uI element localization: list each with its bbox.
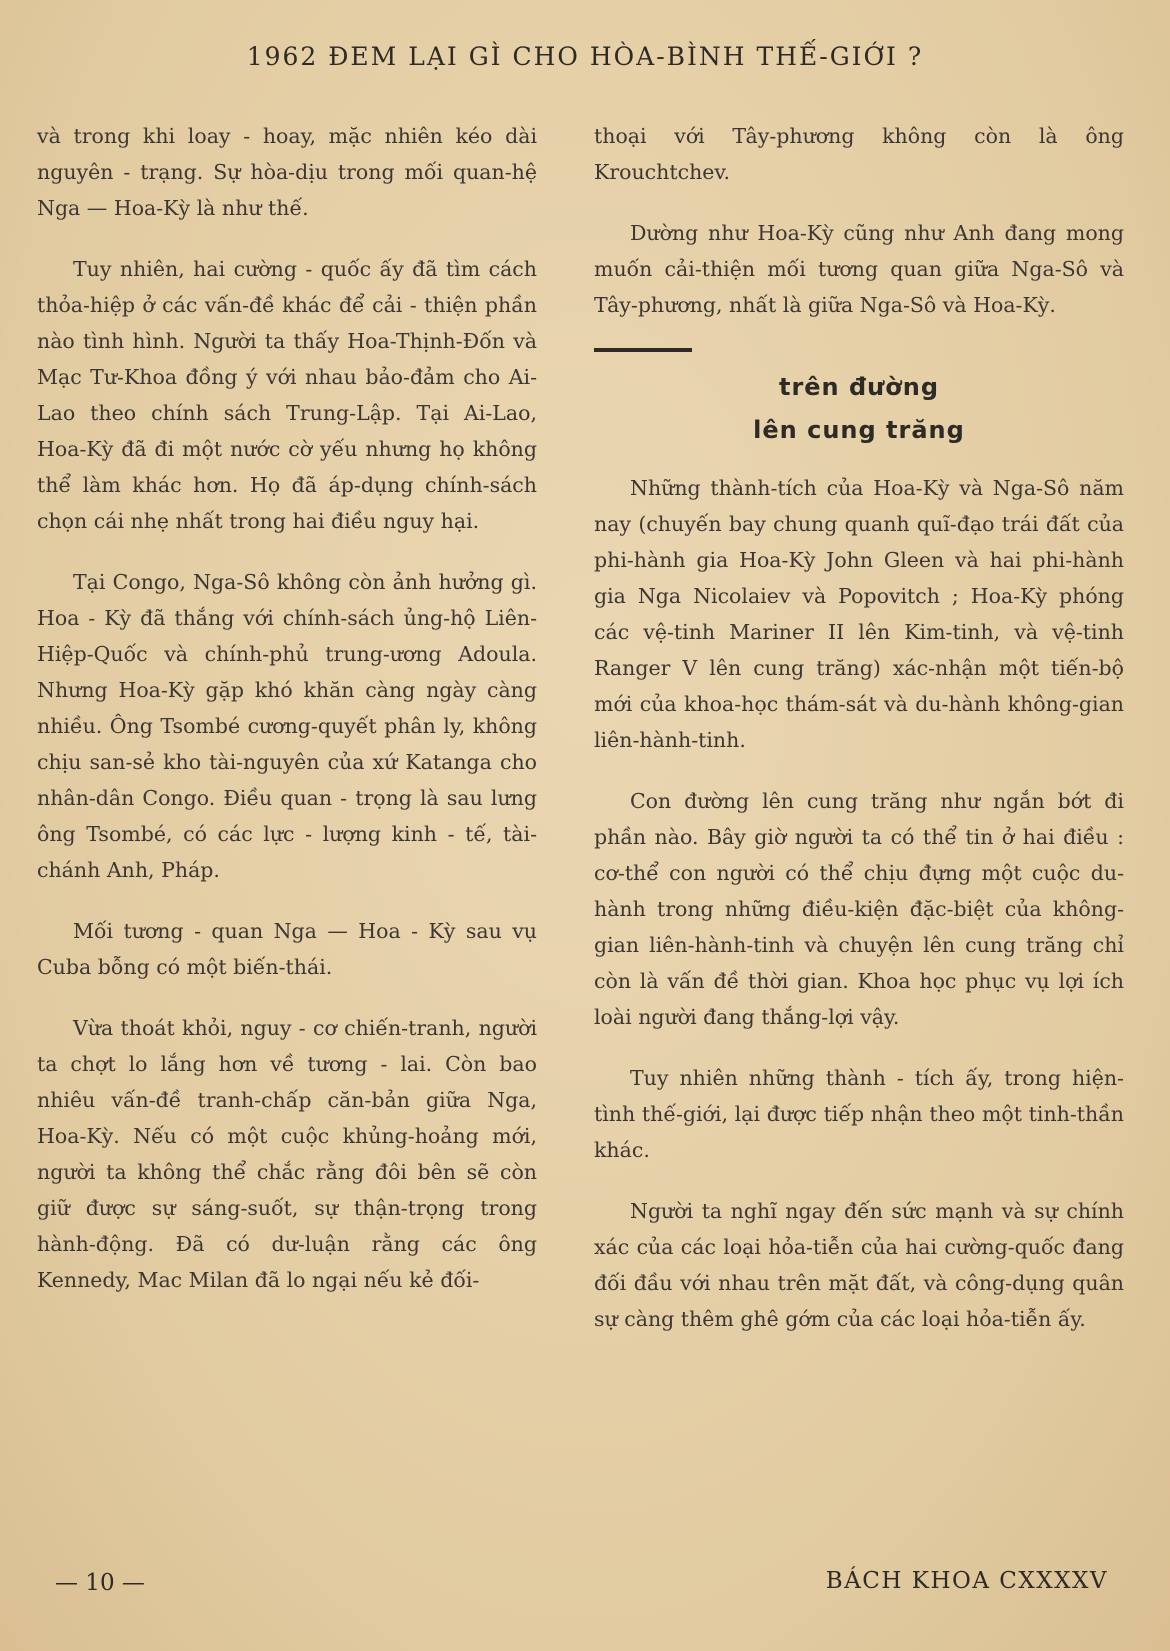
section-heading-line: lên cung trăng xyxy=(753,416,965,444)
paragraph: Những thành-tích của Hoa-Kỳ và Nga-Sô năm nay (chuyến bay chung quanh quĩ-đạo trái đất của phi-hành gia Hoa-Kỳ John Gleen và hai phi-hành gia Nga Nicolaiev và Popovitch ; Hoa-Kỳ phóng các vệ-tinh Mariner II lên Kim-tinh, và vệ-tinh Ranger V lên cung trăng) xác-nhận một tiến-bộ mới của khoa-học thám-sát và du-hành không-gian liên-hành-tinh. xyxy=(594,476,1124,752)
right-column xyxy=(594,118,1124,1362)
section-divider xyxy=(594,348,692,352)
page-number: — 10 — xyxy=(55,1570,145,1596)
magazine-issue: BÁCH KHOA CXXXXV xyxy=(825,1568,1108,1594)
section-heading xyxy=(594,366,1124,452)
paragraph: Dường như Hoa-Kỳ cũng như Anh đang mong muốn cải-thiện mối tương quan giữa Nga-Sô và Tây-phương, nhất là giữa Nga-Sô và Hoa-Kỳ. xyxy=(594,221,1124,317)
section-heading-line: trên đường xyxy=(778,373,940,401)
page-header: 1962 ĐEM LẠI GÌ CHO HÒA-BÌNH THẾ-GIỚI ? xyxy=(246,42,924,71)
paragraph: thoại với Tây-phương không còn là ông Krouchtchev. xyxy=(594,124,1124,184)
paragraph: Tuy nhiên, hai cường - quốc ấy đã tìm cách thỏa-hiệp ở các vấn-đề khác để cải - thiện phần nào tình hình. Người ta thấy Hoa-Thịnh-Đốn và Mạc Tư-Khoa đồng ý với nhau bảo-đảm cho Ai-Lao theo chính sách Trung-Lập. Tại Ai-Lao, Hoa-Kỳ đã đi một nước cờ yếu nhưng họ không thể làm khác hơn. Họ đã áp-dụng chính-sách chọn cái nhẹ nhất trong hai điều nguy hại. xyxy=(37,257,537,533)
paragraph: Vừa thoát khỏi, nguy - cơ chiến-tranh, người ta chợt lo lắng hơn về tương - lai. Còn bao nhiêu vấn-đề tranh-chấp căn-bản giữa Nga, Hoa-Kỳ. Nếu có một cuộc khủng-hoảng mới, người ta không thể chắc rằng đôi bên sẽ còn giữ được sự sáng-suốt, sự thận-trọng trong hành-động. Đã có dư-luận rằng các ông Kennedy, Mac Milan đã lo ngại nếu kẻ đối- xyxy=(37,1016,537,1292)
paragraph: Người ta nghĩ ngay đến sức mạnh và sự chính xác của các loại hỏa-tiễn của hai cường-quốc đang đối đầu với nhau trên mặt đất, và công-dụng quân sự càng thêm ghê gớm của các loại hỏa-tiễn ấy. xyxy=(594,1199,1124,1331)
paragraph: Tại Congo, Nga-Sô không còn ảnh hưởng gì. Hoa - Kỳ đã thắng với chính-sách ủng-hộ Liên-Hiệp-Quốc và chính-phủ trung-ương Adoula. Nhưng Hoa-Kỳ gặp khó khăn càng ngày càng nhiều. Ông Tsombé cương-quyết phân ly, không chịu san-sẻ kho tài-nguyên của xứ Katanga cho nhân-dân Congo. Điều quan - trọng là sau lưng ông Tsombé, có các lực - lượng kinh - tế, tài-chánh Anh, Pháp. xyxy=(37,570,537,882)
paragraph: Mối tương - quan Nga — Hoa - Kỳ sau vụ Cuba bỗng có một biến-thái. xyxy=(37,919,537,979)
paragraph: và trong khi loay - hoay, mặc nhiên kéo dài nguyên - trạng. Sự hòa-dịu trong mối quan-hệ Nga — Hoa-Kỳ là như thế. xyxy=(37,124,537,220)
paragraph: Con đường lên cung trăng như ngắn bớt đi phần nào. Bây giờ người ta có thể tin ở hai điều : cơ-thể con người có thể chịu đựng một cuộc du-hành trong những điều-kiện đặc-biệt của không-gian liên-hành-tinh và chuyện lên cung trăng chỉ còn là vấn đề thời gian. Khoa học phục vụ lợi ích loài người đang thắng-lợi vậy. xyxy=(594,789,1124,1029)
paragraph: Tuy nhiên những thành - tích ấy, trong hiện-tình thế-giới, lại được tiếp nhận theo một tinh-thần khác. xyxy=(594,1066,1124,1162)
left-column xyxy=(37,118,537,1323)
